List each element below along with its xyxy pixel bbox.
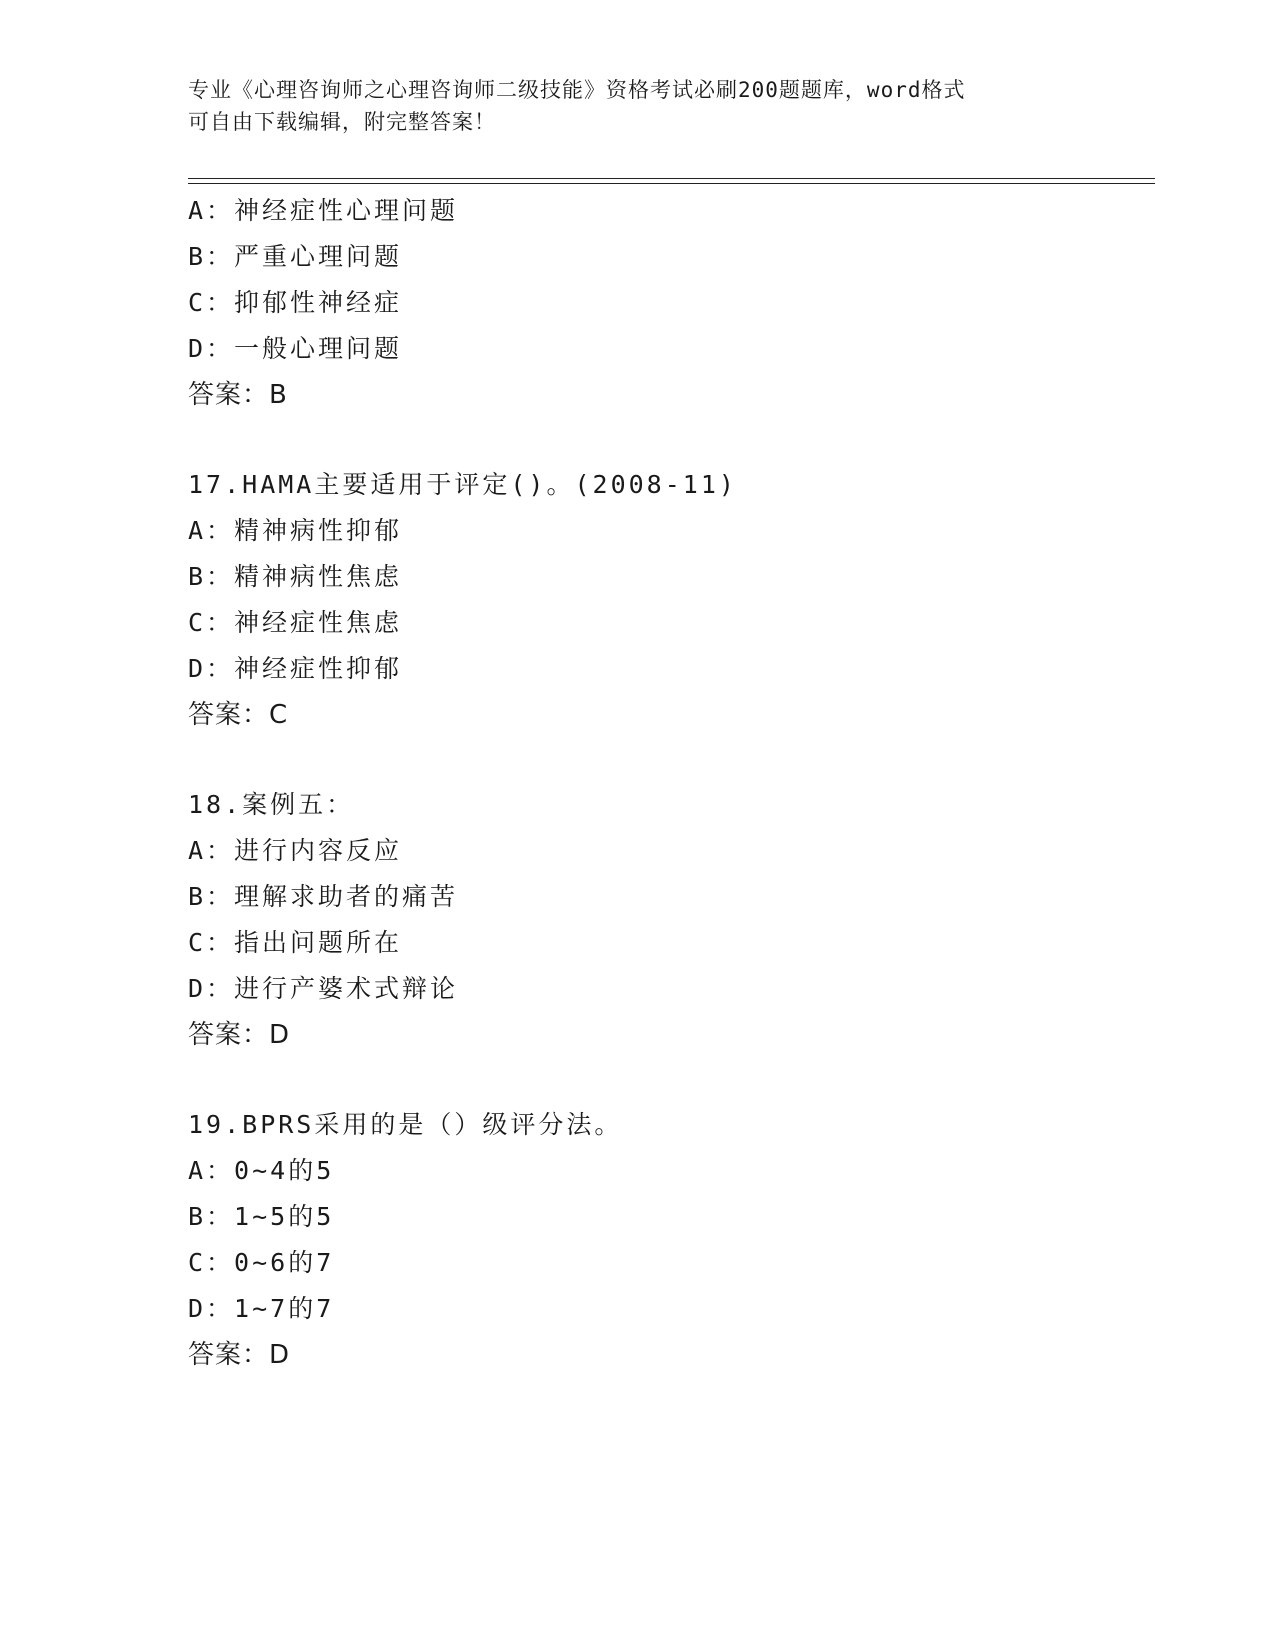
header-title-line-1: 专业《心理咨询师之心理咨询师二级技能》资格考试必刷200题题库，word格式 bbox=[188, 78, 966, 102]
question-list bbox=[188, 188, 1148, 1378]
option-b: B：理解求助者的痛苦 bbox=[188, 882, 459, 911]
spacer bbox=[188, 1058, 1148, 1102]
document-header bbox=[188, 74, 1088, 138]
option-d: D：神经症性抑郁 bbox=[188, 654, 403, 683]
option-d: D：一般心理问题 bbox=[188, 334, 403, 363]
answer-line: 答案：C bbox=[188, 700, 289, 730]
answer-line: 答案：D bbox=[188, 1020, 291, 1050]
header-divider-bottom bbox=[188, 183, 1155, 184]
option-b: B：精神病性焦虑 bbox=[188, 562, 403, 591]
option-a: A：进行内容反应 bbox=[188, 836, 403, 865]
option-a: A：精神病性抑郁 bbox=[188, 516, 403, 545]
option-c: C：抑郁性神经症 bbox=[188, 288, 403, 317]
question-text: 19.BPRS采用的是（）级评分法。 bbox=[188, 1110, 623, 1139]
option-c: C：指出问题所在 bbox=[188, 928, 403, 957]
answer-line: 答案：B bbox=[188, 380, 288, 410]
question-18 bbox=[188, 782, 1148, 1058]
question-text: 17.HAMA主要适用于评定()。(2008-11) bbox=[188, 470, 737, 499]
option-a: A：0~4的5 bbox=[188, 1156, 335, 1185]
option-c: C：0~6的7 bbox=[188, 1248, 335, 1277]
option-b: B：1~5的5 bbox=[188, 1202, 335, 1231]
spacer bbox=[188, 418, 1148, 462]
header-title-line-2: 可自由下载编辑，附完整答案！ bbox=[188, 110, 496, 134]
header-divider-top bbox=[188, 178, 1155, 179]
option-d: D：1~7的7 bbox=[188, 1294, 335, 1323]
spacer bbox=[188, 738, 1148, 782]
question-16 bbox=[188, 188, 1148, 418]
option-a: A：神经症性心理问题 bbox=[188, 196, 459, 225]
option-b: B：严重心理问题 bbox=[188, 242, 403, 271]
question-19 bbox=[188, 1102, 1148, 1378]
question-text: 18.案例五： bbox=[188, 790, 355, 819]
answer-line: 答案：D bbox=[188, 1340, 291, 1370]
option-d: D：进行产婆术式辩论 bbox=[188, 974, 459, 1003]
question-17 bbox=[188, 462, 1148, 738]
option-c: C：神经症性焦虑 bbox=[188, 608, 403, 637]
